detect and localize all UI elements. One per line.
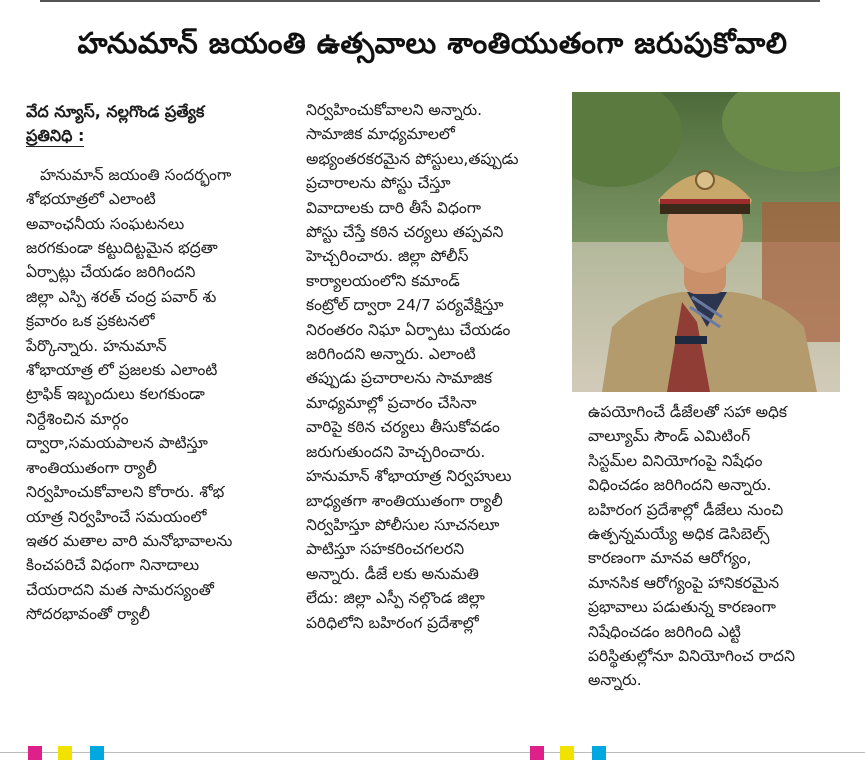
column-text-line: పరిధిలోని బహిరంగ ప్రదేశాల్లో bbox=[306, 613, 479, 632]
column-text-line: ఉపయోగించే డీజేలతో సహా అధిక bbox=[588, 403, 787, 421]
cyan-swatch-right bbox=[592, 746, 606, 760]
column-text-line: ప్రభావాలు పడుతున్న కారణంగా bbox=[588, 598, 776, 617]
column-1-body bbox=[26, 163, 296, 627]
column-text-line: కారణంగా మానవ ఆరోగ్యం, bbox=[588, 549, 752, 568]
column-text-line: నిరంతరం నిఘా ఏర్పాటు చేయడం bbox=[306, 320, 511, 339]
column-text-line: కార్యాలయంలోని కమాండ్ bbox=[306, 271, 460, 290]
strip-line bbox=[0, 752, 865, 753]
column-text-line: జరిగిందని అన్నారు. ఎలాంటి bbox=[306, 345, 476, 364]
column-text-line: విధించడం జరిగిందని అన్నారు. bbox=[588, 476, 772, 495]
column-text-line: నిర్దేశించిన మార్గం bbox=[26, 409, 129, 428]
byline-line-1: వేద న్యూస్, నల్లగొండ ప్రత్యేక bbox=[26, 102, 205, 121]
column-text-line: నిర్వహిస్తూ పోలీసుల సూచనలూ bbox=[306, 515, 500, 534]
column-text-line: అవాంఛనీయ సంఘటనలు bbox=[26, 214, 185, 233]
column-text-line: హనుమాన్ శోభాయాత్ర నిర్వహులు bbox=[306, 467, 512, 486]
column-2-body bbox=[306, 98, 566, 635]
column-text-line: శోభాయాత్ర లో ప్రజలకు ఎలాంటి bbox=[26, 361, 218, 380]
column-text-line: ప్రచారాలను పోస్టు చేస్తూ bbox=[306, 174, 451, 193]
column-text-line: ఉత్పన్నమయ్యే అధిక డెసిబెల్స్ bbox=[588, 525, 770, 544]
column-text-line: తప్పుడు ప్రచారాలను సామాజిక bbox=[306, 369, 493, 388]
byline-line-2: ప్రతినిధి : bbox=[26, 126, 85, 146]
column-text-line: శాంతియుతంగా ర్యాలీ bbox=[26, 458, 157, 477]
column-text-line: నిషేధించడం జరిగింది ఎట్టి bbox=[588, 622, 741, 641]
column-text-line: జరగకుండా కట్టుదిట్టమైన భద్రతా bbox=[26, 239, 218, 258]
magenta-swatch-right bbox=[530, 746, 544, 760]
column-text-line: అన్నారు. డీజే లకు అనుమతి bbox=[306, 564, 479, 583]
registration-strip bbox=[0, 744, 865, 765]
column-text-line: అన్నారు. bbox=[588, 671, 642, 690]
cyan-swatch bbox=[90, 746, 104, 760]
column-text-line: చేయరాదని మత సామరస్యంతో bbox=[26, 580, 214, 599]
column-text-line: సామాజిక మాధ్యమాలలో bbox=[306, 125, 455, 144]
headline: హనుమాన్ జయంతి ఉత్సవాలు శాంతియుతంగా జరుపుకోవాలి bbox=[77, 26, 788, 60]
column-3-body bbox=[588, 400, 853, 693]
column-text-line: వారిపై కఠిన చర్యలు తీసుకోవడం bbox=[306, 418, 500, 437]
column-text-line: జిల్లా ఎస్పి శరత్ చంద్ర పవార్ శు bbox=[26, 287, 217, 306]
column-text-line: హనుమాన్ జయంతి సందర్భంగా bbox=[40, 165, 232, 184]
column-text-line: శోభయాత్రలో ఎలాంటి bbox=[26, 190, 156, 209]
column-text-line: బాధ్యతగా శాంతియుతంగా ర్యాలీ bbox=[306, 491, 503, 510]
column-text-line: మానసిక ఆరోగ్యంపై హానికరమైన bbox=[588, 573, 780, 592]
column-text-line: యాత్ర నిర్వహించే సమయంలో bbox=[26, 507, 207, 526]
column-text-line: బహిరంగ ప్రదేశాల్లో డీజేలు నుంచి bbox=[588, 500, 784, 519]
column-text-line: క్రవారం ఒక ప్రకటనలో bbox=[26, 312, 155, 331]
yellow-swatch bbox=[58, 746, 72, 760]
column-text-line: వాల్యూమ్ సౌండ్ ఎమిటింగ్ bbox=[588, 427, 751, 446]
magenta-swatch bbox=[28, 746, 42, 760]
column-text-line: నిర్వహించుకోవాలని అన్నారు. bbox=[306, 101, 483, 119]
column-text-line: కంట్రోల్ ద్వారా 24/7 పర్యవేక్షిస్తూ bbox=[306, 296, 504, 315]
yellow-swatch-right bbox=[560, 746, 574, 760]
column-text-line: కించపరిచే విధంగా నినాదాలు bbox=[26, 556, 200, 575]
column-text-line: మాధ్యమాల్లో ప్రచారం చేసినా bbox=[306, 393, 477, 412]
column-text-line: ద్వారా,సమయపాలన పాటిస్తూ bbox=[26, 434, 208, 453]
article-column-2 bbox=[306, 98, 566, 635]
column-text-line: సిస్టమ్‌ల వినియోగంపై నిషేధం bbox=[588, 451, 763, 470]
column-text-line: లేదు: జిల్లా ఎస్పీ నల్గొండ జిల్లా bbox=[306, 589, 485, 608]
column-text-line: నిర్వహించుకోవాలని కోరారు. శోభ bbox=[26, 483, 225, 502]
column-text-line: ఇతర మతాల వారి మనోభావాలను bbox=[26, 531, 233, 550]
column-text-line: ఏర్పాట్లు చేయడం జరిగిందని bbox=[26, 263, 196, 282]
column-text-line: ట్రాఫిక్ ఇబ్బందులు కలగకుండా bbox=[26, 385, 205, 404]
top-rule bbox=[40, 0, 820, 2]
column-text-line: జరుగుతుందని హెచ్చరించారు. bbox=[306, 442, 486, 461]
column-text-line: అభ్యంతరకరమైన పోస్టులు,తప్పుడు bbox=[306, 149, 519, 168]
column-text-line: పరిస్థితుల్లోనూ వినియోగించ రాదని bbox=[588, 647, 795, 666]
column-text-line: సోదరభావంతో ర్యాలీ bbox=[26, 605, 150, 624]
column-text-line: పేర్కొన్నారు. హనుమాన్ bbox=[26, 336, 167, 355]
officer-photo bbox=[572, 92, 840, 392]
column-text-line: పోస్టు చేస్తే కఠిన చర్యలు తప్పవని bbox=[306, 223, 504, 242]
article-column-3 bbox=[588, 400, 853, 693]
column-text-line: హెచ్చరించారు. జిల్లా పోలీస్ bbox=[306, 247, 469, 266]
column-text-line: వివాదాలకు దారి తీసే విధంగా bbox=[306, 198, 482, 217]
article-column-1 bbox=[26, 100, 296, 627]
column-text-line: పాటిస్తూ సహకరించగలరని bbox=[306, 540, 465, 559]
